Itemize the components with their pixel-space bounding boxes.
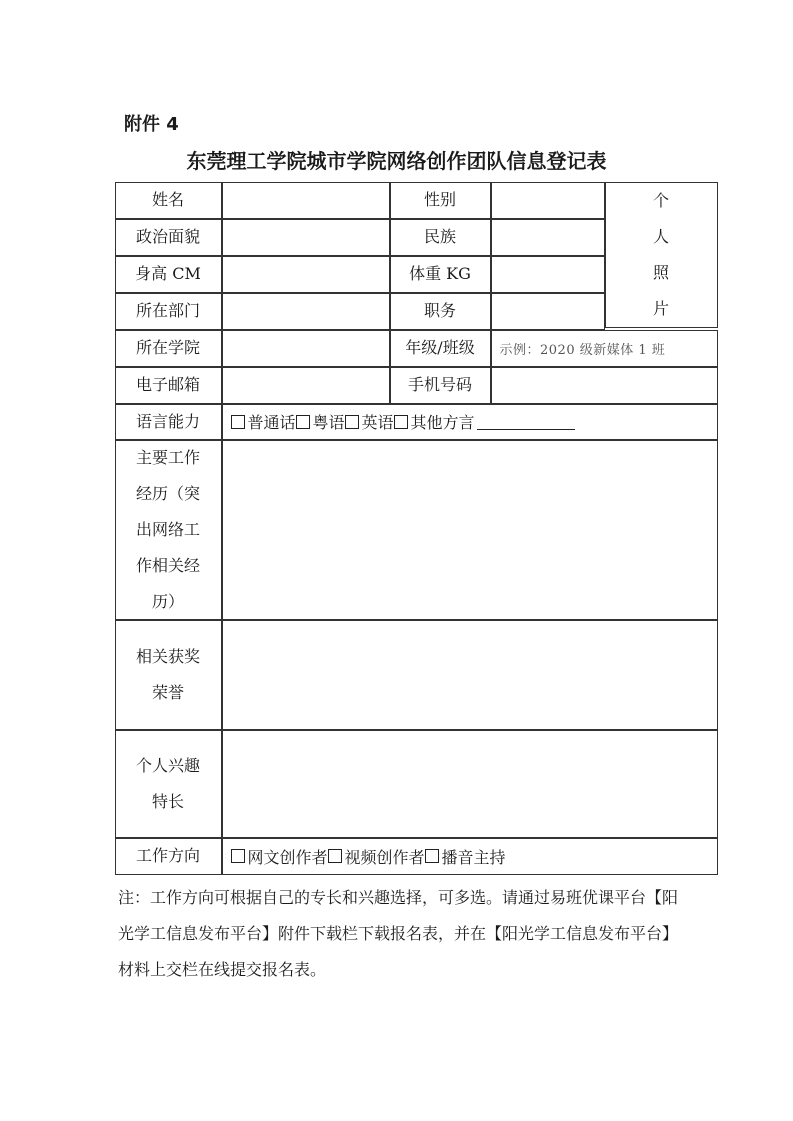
direction-label: 工作方向 <box>115 838 222 875</box>
awards-label <box>115 620 222 730</box>
option-other-dialect: 其他方言 <box>410 413 475 432</box>
checkbox-english[interactable] <box>345 415 359 429</box>
political-field[interactable] <box>222 219 390 256</box>
attachment-label: 附件 4 <box>124 114 179 135</box>
checkbox-cantonese[interactable] <box>296 415 310 429</box>
experience-label-line: 经历（突 <box>135 483 200 503</box>
option-cantonese: 粤语 <box>312 413 345 432</box>
weight-field[interactable] <box>491 256 605 293</box>
name-field[interactable] <box>222 182 390 219</box>
language-label: 语言能力 <box>115 404 222 440</box>
checkbox-video-creator[interactable] <box>328 849 342 863</box>
checkbox-web-novel-creator[interactable] <box>231 849 245 863</box>
checkbox-broadcast-host[interactable] <box>425 849 439 863</box>
department-label: 所在部门 <box>115 293 222 330</box>
college-field[interactable] <box>222 330 390 367</box>
awards-label-line: 荣誉 <box>151 682 184 702</box>
option-broadcast-host: 播音主持 <box>441 847 506 867</box>
option-mandarin: 普通话 <box>247 413 296 432</box>
grade-class-field[interactable]: 示例：2020 级新媒体 1 班 <box>491 330 718 367</box>
footnote: 注：工作方向可根据自己的专长和兴趣选择，可多选。请通过易班优课平台【阳光学工信息发布平台】附件下载栏下载报名表，并在【阳光学工信息发布平台】材料上交栏在线提交报名表。 <box>118 888 679 979</box>
political-label: 政治面貌 <box>115 219 222 256</box>
experience-label-line: 历） <box>151 591 184 611</box>
position-label: 职务 <box>390 293 491 330</box>
college-label: 所在学院 <box>115 330 222 367</box>
experience-label-line: 作相关经 <box>135 555 200 575</box>
experience-label-line: 主要工作 <box>135 447 200 467</box>
direction-options <box>222 838 718 875</box>
experience-label <box>115 440 222 620</box>
hobbies-label-line: 特长 <box>151 791 184 811</box>
phone-field[interactable] <box>491 367 718 404</box>
awards-label-line: 相关获奖 <box>135 646 200 666</box>
hobbies-label-line: 个人兴趣 <box>135 755 200 775</box>
option-video-creator: 视频创作者 <box>344 847 425 867</box>
grade-class-label: 年级/班级 <box>390 330 491 367</box>
option-web-novel-creator: 网文创作者 <box>247 847 328 867</box>
photo-label-char: 人 <box>652 226 669 246</box>
option-english: 英语 <box>361 413 394 432</box>
height-label: 身高 CM <box>115 256 222 293</box>
height-field[interactable] <box>222 256 390 293</box>
language-options <box>222 404 718 440</box>
photo-label-char: 个 <box>652 190 669 210</box>
hobbies-field[interactable] <box>222 730 718 838</box>
form-title: 东莞理工学院城市学院网络创作团队信息登记表 <box>186 149 607 173</box>
experience-label-line: 出网络工 <box>135 519 200 539</box>
checkbox-other-dialect[interactable] <box>394 415 408 429</box>
email-label: 电子邮箱 <box>115 367 222 404</box>
hobbies-label <box>115 730 222 838</box>
name-label: 姓名 <box>115 182 222 219</box>
photo-label-char: 照 <box>652 262 669 282</box>
gender-label: 性别 <box>390 182 491 219</box>
registration-form <box>115 182 718 875</box>
ethnicity-label: 民族 <box>390 219 491 256</box>
gender-field[interactable] <box>491 182 605 219</box>
checkbox-mandarin[interactable] <box>231 415 245 429</box>
ethnicity-field[interactable] <box>491 219 605 256</box>
weight-label: 体重 KG <box>390 256 491 293</box>
photo-label-char: 片 <box>652 298 669 318</box>
position-field[interactable] <box>491 293 605 330</box>
experience-field[interactable] <box>222 440 718 620</box>
other-dialect-blank[interactable] <box>477 413 575 430</box>
email-field[interactable] <box>222 367 390 404</box>
department-field[interactable] <box>222 293 390 330</box>
photo-box[interactable] <box>605 182 718 328</box>
awards-field[interactable] <box>222 620 718 730</box>
phone-label: 手机号码 <box>390 367 491 404</box>
